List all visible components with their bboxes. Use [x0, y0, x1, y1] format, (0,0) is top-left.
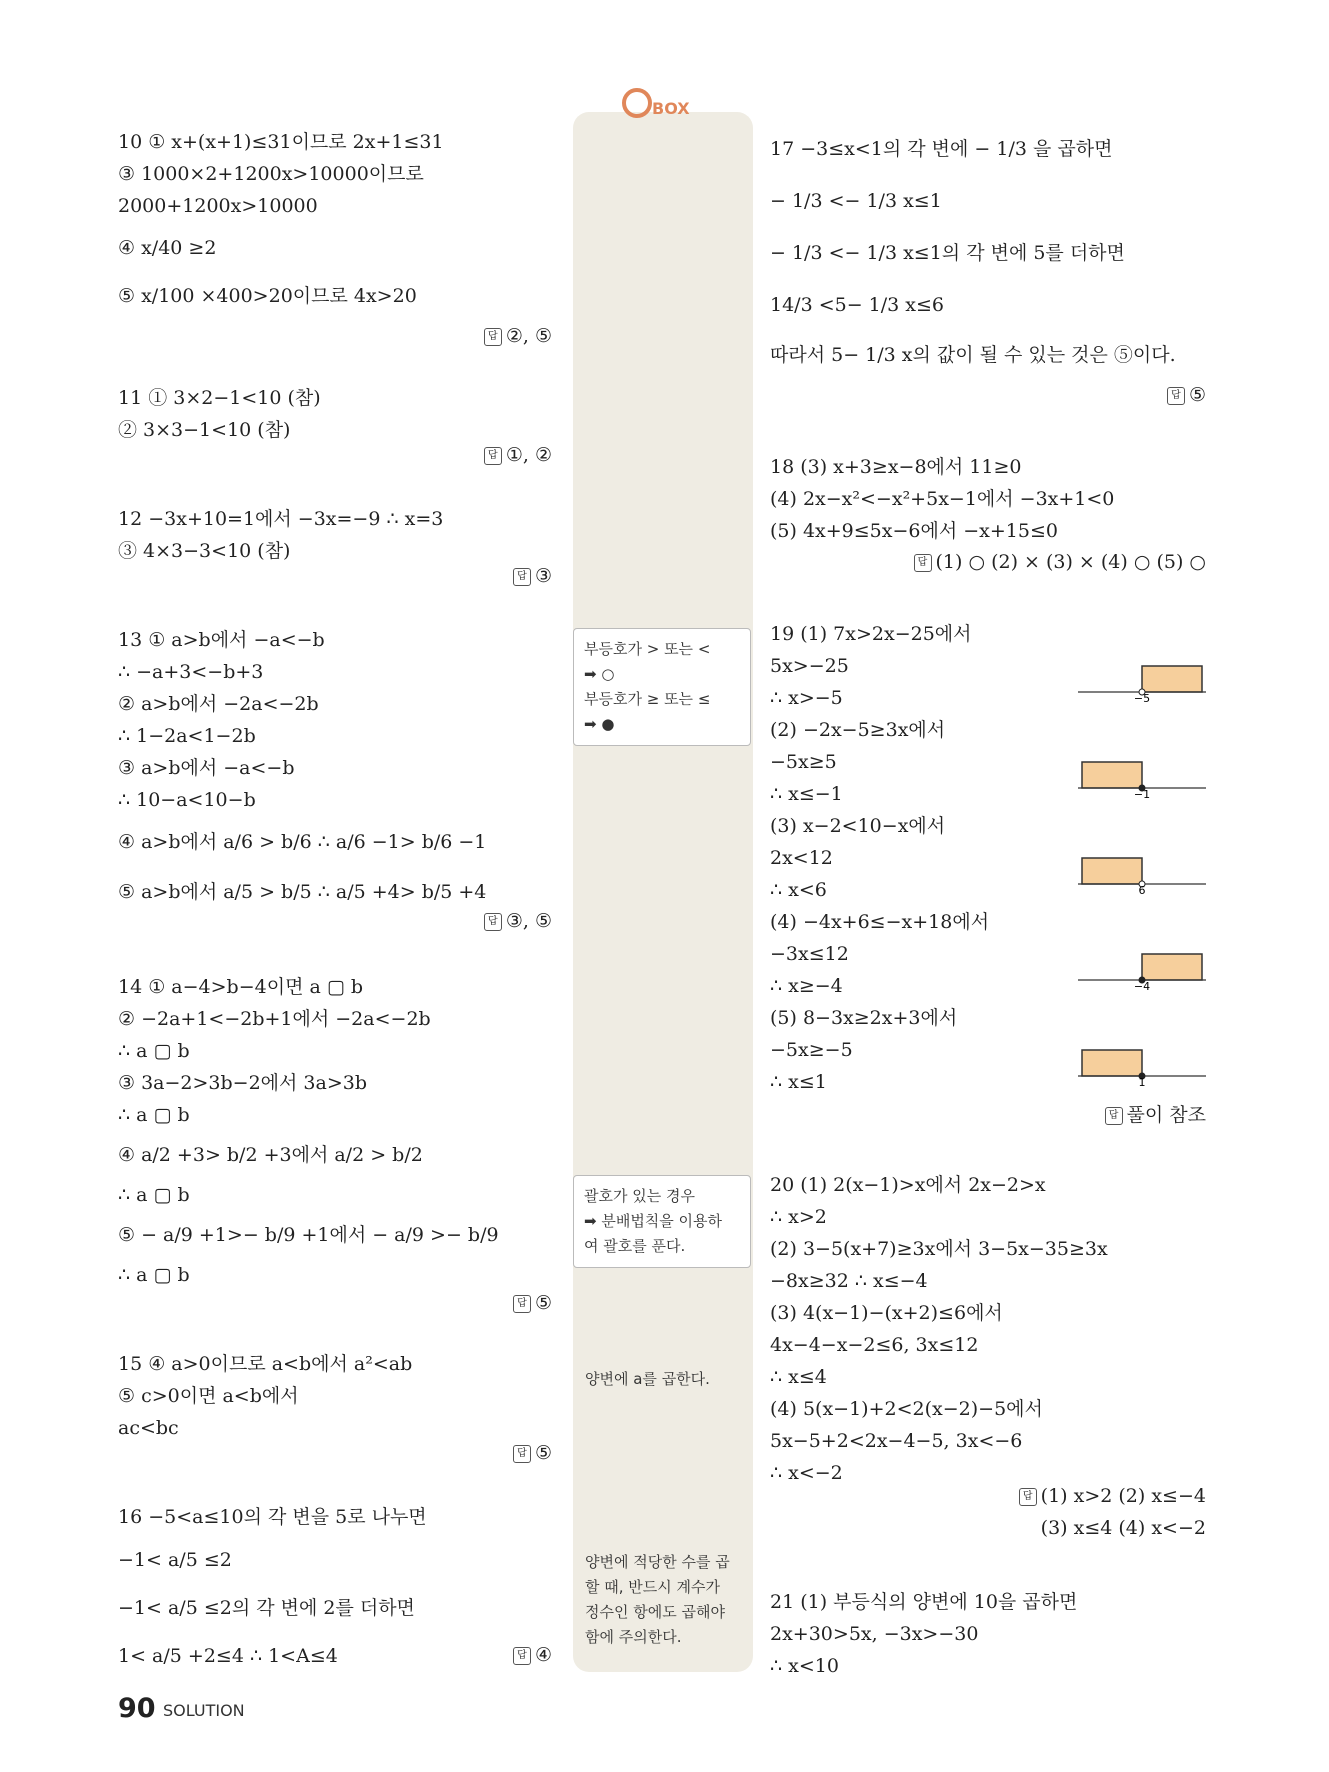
solution-line: ∴ x<6 [770, 879, 827, 901]
solution-line: ∴ a ▢ b [118, 1184, 190, 1206]
solution-line: (4) −4x+6≤−x+18에서 [770, 911, 990, 933]
solution-line: ∴ 10−a<10−b [118, 789, 256, 811]
solution-line: ∴ x>−5 [770, 687, 843, 709]
answer-icon: 답 [1167, 387, 1185, 405]
qbox-logo: BOX [622, 88, 690, 118]
qbox-note [573, 628, 751, 746]
number-line [1078, 758, 1208, 798]
answer-icon: 답 [513, 568, 531, 586]
solution-line: (2) −2x−5≥3x에서 [770, 719, 946, 741]
answer-icon: 답 [484, 447, 502, 465]
page-number: 90 [118, 1693, 156, 1724]
solution-line: 1< a/5 +2≤4 ∴ 1<A≤4 [118, 1645, 338, 1667]
solution-region [1142, 666, 1202, 692]
note-line: ➡ ○ [584, 665, 615, 683]
solution-line: 4x−4−x−2≤6, 3x≤12 [770, 1334, 979, 1356]
answer-icon: 답 [513, 1647, 531, 1665]
solution-line: ② −2a+1<−2b+1에서 −2a<−2b [118, 1008, 431, 1030]
solution-line: ∴ x<10 [770, 1655, 839, 1677]
qbox-note [573, 1175, 751, 1268]
point-label: −5 [1133, 692, 1151, 702]
answer-mark [1019, 1485, 1206, 1507]
solution-line: 11 ① 3×2−1<10 (참) [118, 387, 321, 409]
number-line-graph [1078, 854, 1208, 894]
number-line-graph [1078, 950, 1208, 990]
solution-line: (3) 4(x−1)−(x+2)≤6에서 [770, 1302, 1003, 1324]
answer-icon: 답 [513, 1295, 531, 1313]
solution-line: −1< a/5 ≤2 [118, 1549, 232, 1571]
number-line [1078, 950, 1208, 990]
qbox-q-icon [622, 88, 652, 118]
solution-line: ∴ a ▢ b [118, 1264, 190, 1286]
solution-line: ② 3×3−1<10 (참) [118, 419, 291, 441]
note-line: 부등호가 > 또는 < [584, 640, 711, 658]
solution-line: ⑤ x/100 ×400>20이므로 4x>20 [118, 285, 417, 307]
page-label: SOLUTION [163, 1701, 245, 1720]
solution-line: ∴ a ▢ b [118, 1104, 190, 1126]
solution-line: ③ 1000×2+1200x>10000이므로 [118, 163, 424, 185]
solution-line: 2000+1200x>10000 [118, 195, 318, 217]
solution-line: −5x≥5 [770, 751, 837, 773]
solution-line: ⑤ c>0이면 a<b에서 [118, 1385, 299, 1407]
answer-mark [484, 444, 552, 466]
note-line: ➡ ● [584, 715, 615, 733]
solution-line: ③ 4×3−3<10 (참) [118, 540, 291, 562]
qbox-note [585, 1550, 745, 1650]
answer-icon: 답 [484, 913, 502, 931]
solution-line: ③ a>b에서 −a<−b [118, 757, 295, 779]
solution-line: 14 ① a−4>b−4이면 a ▢ b [118, 976, 363, 998]
number-line [1078, 662, 1208, 702]
answer-text: (1) ○ (2) × (3) × (4) ○ (5) ○ [935, 551, 1206, 573]
solution-line: − 1/3 <− 1/3 x≤1의 각 변에 5를 더하면 [770, 242, 1125, 264]
answer-text: 풀이 참조 [1126, 1104, 1206, 1126]
solution-line: ∴ x≤−1 [770, 783, 843, 805]
note-line: 할 때, 반드시 계수가 [585, 1578, 720, 1596]
solution-line: 12 −3x+10=1에서 −3x=−9 ∴ x=3 [118, 508, 444, 530]
note-line: 괄호가 있는 경우 [584, 1187, 695, 1205]
solution-line: 21 (1) 부등식의 양변에 10을 곱하면 [770, 1591, 1078, 1613]
number-line [1078, 1046, 1208, 1086]
answer-text: ⑤ [1188, 384, 1206, 406]
solution-line: ∴ x≤1 [770, 1071, 827, 1093]
solution-line: ② a>b에서 −2a<−2b [118, 693, 319, 715]
answer-text: (1) x>2 (2) x≤−4 [1040, 1485, 1206, 1507]
answer-mark [513, 1292, 552, 1314]
answer-mark [513, 565, 552, 587]
solution-line: ∴ x<−2 [770, 1462, 843, 1484]
solution-line: ∴ 1−2a<1−2b [118, 725, 256, 747]
answer-mark [1167, 384, 1206, 406]
point-label: 1 [1138, 1076, 1146, 1086]
point-label: −1 [1133, 788, 1151, 798]
solution-line: (5) 4x+9≤5x−6에서 −x+15≤0 [770, 520, 1058, 542]
answer-text: ②, ⑤ [505, 325, 552, 347]
note-line: 양변에 적당한 수를 곱 [585, 1553, 730, 1571]
note-line: ➡ 분배법칙을 이용하 [584, 1212, 723, 1230]
answer-mark [1105, 1100, 1206, 1127]
solution-line: (2) 3−5(x+7)≥3x에서 3−5x−35≥3x [770, 1238, 1108, 1260]
qbox-strip [573, 112, 753, 1672]
number-line-graph [1078, 1046, 1208, 1086]
answer-text: ⑤ [534, 1442, 552, 1464]
number-line-graph [1078, 662, 1208, 702]
solution-line: 5x>−25 [770, 655, 849, 677]
answer-icon: 답 [1019, 1488, 1037, 1506]
solution-line: −1< a/5 ≤2의 각 변에 2를 더하면 [118, 1597, 415, 1619]
solution-line: 2x+30>5x, −3x>−30 [770, 1623, 979, 1645]
solution-line: ∴ a ▢ b [118, 1040, 190, 1062]
answer-mark [484, 325, 552, 347]
solution-line: 15 ④ a>0이므로 a<b에서 a²<ab [118, 1353, 413, 1375]
answer-text: ⑤ [534, 1292, 552, 1314]
answer-icon: 답 [513, 1445, 531, 1463]
answer-text-extra: (3) x≤4 (4) x<−2 [1040, 1517, 1206, 1539]
answer-mark [513, 1644, 552, 1666]
number-line [1078, 854, 1208, 894]
note-line: 양변에 a를 곱한다. [585, 1370, 710, 1388]
answer-icon: 답 [914, 554, 932, 572]
solution-line: 19 (1) 7x>2x−25에서 [770, 623, 972, 645]
solution-line: ∴ x>2 [770, 1206, 827, 1228]
number-line-graph [1078, 758, 1208, 798]
solution-line: 18 (3) x+3≥x−8에서 11≥0 [770, 456, 1022, 478]
solution-line: − 1/3 <− 1/3 x≤1 [770, 190, 942, 212]
solution-line: 2x<12 [770, 847, 833, 869]
solution-line: ∴ −a+3<−b+3 [118, 661, 264, 683]
solution-region [1082, 858, 1142, 884]
note-line: 정수인 항에도 곱해야 [585, 1603, 725, 1621]
solution-line: (5) 8−3x≥2x+3에서 [770, 1007, 958, 1029]
answer-text: ③ [534, 565, 552, 587]
solution-line: −3x≤12 [770, 943, 849, 965]
solution-line: ③ 3a−2>3b−2에서 3a>3b [118, 1072, 368, 1094]
point-label: 6 [1138, 884, 1146, 894]
solution-line: 13 ① a>b에서 −a<−b [118, 629, 325, 651]
solution-line: 10 ① x+(x+1)≤31이므로 2x+1≤31 [118, 131, 444, 153]
solution-line: 14/3 <5− 1/3 x≤6 [770, 294, 945, 316]
answer-mark [513, 1442, 552, 1464]
qbox-note [585, 1367, 745, 1392]
solution-line: 16 −5<a≤10의 각 변을 5로 나누면 [118, 1506, 427, 1528]
point-label: −4 [1133, 980, 1151, 990]
answer-icon: 답 [484, 328, 502, 346]
solution-line: ④ x/40 ≥2 [118, 237, 217, 259]
note-line: 여 괄호를 푼다. [584, 1237, 686, 1255]
solution-line: ⑤ a>b에서 a/5 > b/5 ∴ a/5 +4> b/5 +4 [118, 881, 487, 903]
note-line: 부등호가 ≥ 또는 ≤ [584, 690, 711, 708]
solution-line: 따라서 5− 1/3 x의 값이 될 수 있는 것은 ⑤이다. [770, 344, 1176, 366]
solution-line: (4) 5(x−1)+2<2(x−2)−5에서 [770, 1398, 1043, 1420]
answer-text: ③, ⑤ [505, 910, 552, 932]
solution-line: 17 −3≤x<1의 각 변에 − 1/3 을 곱하면 [770, 138, 1113, 160]
answer-icon: 답 [1105, 1107, 1123, 1125]
solution-region [1082, 1050, 1142, 1076]
solution-line: −5x≥−5 [770, 1039, 853, 1061]
solution-line: ④ a>b에서 a/6 > b/6 ∴ a/6 −1> b/6 −1 [118, 831, 487, 853]
solution-line: ∴ x≤4 [770, 1366, 827, 1388]
solution-line: 5x−5+2<2x−4−5, 3x<−6 [770, 1430, 1023, 1452]
solution-line: ⑤ − a/9 +1>− b/9 +1에서 − a/9 >− b/9 [118, 1224, 499, 1246]
solution-line: ac<bc [118, 1417, 179, 1439]
solution-line: (3) x−2<10−x에서 [770, 815, 946, 837]
answer-text: ①, ② [505, 444, 552, 466]
answer-mark [484, 910, 552, 932]
answer-mark [914, 551, 1207, 573]
answer-text: ④ [534, 1644, 552, 1666]
solution-line: −8x≥32 ∴ x≤−4 [770, 1270, 928, 1292]
solution-line: 20 (1) 2(x−1)>x에서 2x−2>x [770, 1174, 1046, 1196]
solution-region [1082, 762, 1142, 788]
solution-region [1142, 954, 1202, 980]
solution-line: ④ a/2 +3> b/2 +3에서 a/2 > b/2 [118, 1144, 423, 1166]
note-line: 함에 주의한다. [585, 1628, 682, 1646]
solution-line: (4) 2x−x²<−x²+5x−1에서 −3x+1<0 [770, 488, 1115, 510]
solution-line: ∴ x≥−4 [770, 975, 843, 997]
